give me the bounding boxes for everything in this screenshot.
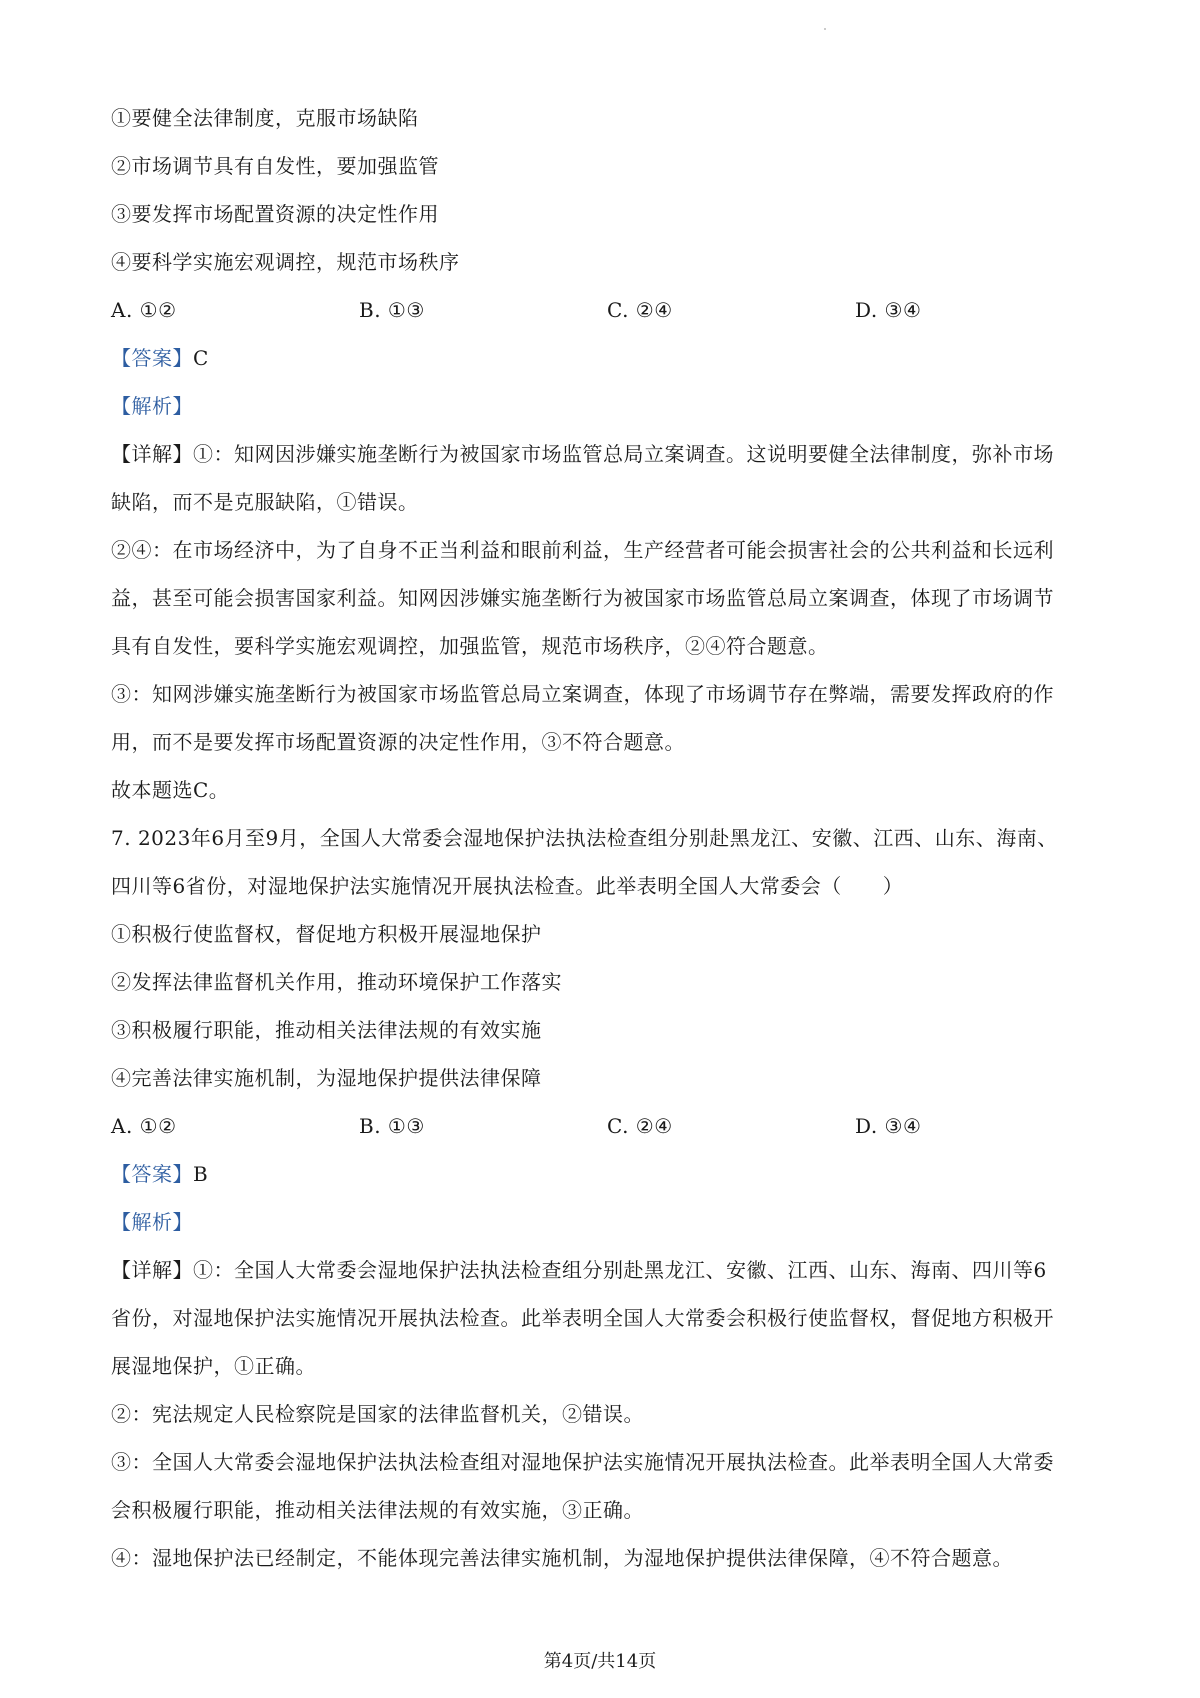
q7-detail-line-4: ②：宪法规定人民检察院是国家的法律监督机关，②错误。 — [111, 1402, 644, 1426]
q7-analysis-tag: 【解析】 — [111, 1210, 193, 1234]
q6-choice-a: A. ①② — [111, 298, 177, 322]
q7-detail-line-6: 会积极履行职能，推动相关法律法规的有效实施，③正确。 — [111, 1498, 644, 1522]
q6-choice-b: B. ①③ — [359, 298, 425, 322]
q6-option-4: ④要科学实施宏观调控，规范市场秩序 — [111, 250, 460, 274]
q7-answer — [111, 1150, 1101, 1198]
q6-detail-line-7: 用，而不是要发挥市场配置资源的决定性作用，③不符合题意。 — [111, 730, 685, 754]
q6-detail-line-8: 故本题选C。 — [111, 778, 230, 802]
q6-detail-line-2: 缺陷，而不是克服缺陷，①错误。 — [111, 490, 419, 514]
page-footer: 第4页/共14页 — [543, 1651, 657, 1672]
q6-detail-text-1: ①：知网因涉嫌实施垄断行为被国家市场监管总局立案调查。这说明要健全法律制度，弥补市场 — [193, 442, 1054, 466]
q7-option-4: ④完善法律实施机制，为湿地保护提供法律保障 — [111, 1066, 542, 1090]
q6-analysis — [111, 382, 1101, 430]
q7-choice-c: C. ②④ — [607, 1114, 673, 1138]
q7-detail-line-5: ③：全国人大常委会湿地保护法执法检查组对湿地保护法实施情况开展执法检查。此举表明全国人大常委 — [111, 1450, 1054, 1474]
q7-choice-b: B. ①③ — [359, 1114, 425, 1138]
q6-answer-value: C — [193, 346, 209, 370]
q6-analysis-tag: 【解析】 — [111, 394, 193, 418]
q7-detail-line-3: 展湿地保护，①正确。 — [111, 1354, 316, 1378]
q6-option-3: ③要发挥市场配置资源的决定性作用 — [111, 202, 439, 226]
q6-answer-tag: 【答案】 — [111, 346, 193, 370]
q6-option-1: ①要健全法律制度，克服市场缺陷 — [111, 106, 419, 130]
q7-option-1: ①积极行使监督权，督促地方积极开展湿地保护 — [111, 922, 542, 946]
q6-detail-line-4: 益，甚至可能会损害国家利益。知网因涉嫌实施垄断行为被国家市场监管总局立案调查，体现了市场调节 — [111, 586, 1054, 610]
q6-detail-line-6: ③：知网涉嫌实施垄断行为被国家市场监管总局立案调查，体现了市场调节存在弊端，需要发挥政府的作 — [111, 682, 1054, 706]
q7-analysis — [111, 1198, 1101, 1246]
q6-option-2: ②市场调节具有自发性，要加强监管 — [111, 154, 439, 178]
q6-answer — [111, 334, 1101, 382]
q7-choice-a: A. ①② — [111, 1114, 177, 1138]
q7-option-3: ③积极履行职能，推动相关法律法规的有效实施 — [111, 1018, 542, 1042]
q6-choice-c: C. ②④ — [607, 298, 673, 322]
q7-answer-value: B — [193, 1162, 209, 1186]
q6-detail-line-3: ②④：在市场经济中，为了自身不正当利益和眼前利益，生产经营者可能会损害社会的公共利益和长远利 — [111, 538, 1054, 562]
q6-detail-tag: 【详解】 — [111, 442, 193, 466]
q7-choice-d: D. ③④ — [855, 1114, 922, 1138]
scan-mark — [824, 28, 826, 30]
q7-detail-line-7: ④：湿地保护法已经制定，不能体现完善法律实施机制，为湿地保护提供法律保障，④不符合题意。 — [111, 1546, 1013, 1570]
q6-detail-line-5: 具有自发性，要科学实施宏观调控，加强监管，规范市场秩序，②④符合题意。 — [111, 634, 829, 658]
q7-detail-line-2: 省份，对湿地保护法实施情况开展执法检查。此举表明全国人大常委会积极行使监督权，督促地方积极开 — [111, 1306, 1054, 1330]
q7-detail-line-1 — [111, 1246, 1101, 1294]
q6-choice-d: D. ③④ — [855, 298, 922, 322]
q7-stem-line-1: 7. 2023年6月至9月，全国人大常委会湿地保护法执法检查组分别赴黑龙江、安徽、江西、山东、海南、 — [111, 826, 1058, 850]
document-content — [111, 94, 1101, 1582]
q7-detail-text-1: ①：全国人大常委会湿地保护法执法检查组分别赴黑龙江、安徽、江西、山东、海南、四川等6 — [193, 1258, 1047, 1282]
q7-detail-tag: 【详解】 — [111, 1258, 193, 1282]
q7-option-2: ②发挥法律监督机关作用，推动环境保护工作落实 — [111, 970, 562, 994]
q6-detail-line-1 — [111, 430, 1101, 478]
q7-answer-tag: 【答案】 — [111, 1162, 193, 1186]
q7-stem-line-2: 四川等6省份，对湿地保护法实施情况开展执法检查。此举表明全国人大常委会（ ） — [111, 874, 904, 898]
q6-choices — [111, 286, 1101, 334]
q7-choices — [111, 1102, 1101, 1150]
